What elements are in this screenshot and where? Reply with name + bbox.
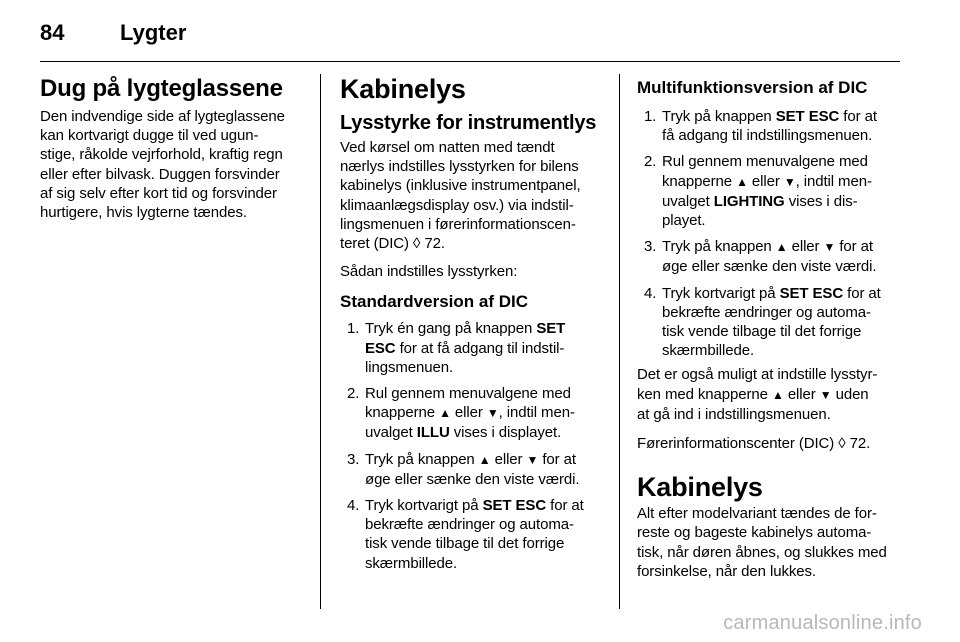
text: eller <box>490 450 527 468</box>
step-number: 2. <box>347 385 360 403</box>
text-line: Alt efter modelvariant tændes de for- <box>637 505 877 523</box>
up-arrow-icon: ▲ <box>478 452 491 467</box>
interior-lights-paragraph <box>637 504 905 581</box>
step-number: 1. <box>347 320 360 338</box>
text: få adgang til indstillingsmenuen. <box>662 127 873 145</box>
text: tisk vende tilbage til det forrige <box>365 535 565 553</box>
step-number: 2. <box>644 153 657 171</box>
cross-reference: Førerinformationscenter (DIC) ◊ 72. <box>637 435 871 453</box>
list-item <box>637 107 905 145</box>
text: for at <box>835 238 873 256</box>
subheading-multi-dic: Multifunktionsversion af DIC <box>637 78 868 97</box>
text: Rul gennem menuvalgene med <box>365 385 571 403</box>
watermark: carmanualsonline.info <box>723 612 922 634</box>
text: eller <box>747 172 784 190</box>
up-arrow-icon: ▲ <box>736 174 748 189</box>
step-number: 3. <box>644 238 657 256</box>
button-label-text: SET ESC <box>482 497 547 515</box>
step-number: 1. <box>644 108 657 125</box>
text: for at <box>839 108 877 125</box>
page-number: 84 <box>40 20 65 45</box>
button-label-text: ESC <box>365 339 396 357</box>
list-item <box>637 237 905 276</box>
list-item <box>637 152 905 230</box>
intro-paragraph <box>340 138 605 253</box>
column-3 <box>637 70 905 581</box>
text: for at <box>538 450 576 468</box>
text-line: hurtigere, hvis lygterne tændes. <box>40 204 247 222</box>
step-number: 3. <box>347 450 360 468</box>
button-label-text: SET ESC <box>775 108 840 125</box>
down-arrow-icon: ▼ <box>819 387 832 402</box>
section-title: Lygter <box>120 20 187 45</box>
menu-item-text: ILLU <box>416 424 450 442</box>
text: eller <box>783 385 820 403</box>
text: at gå ind i indstillingsmenuen. <box>637 405 831 423</box>
text: uden <box>831 385 869 403</box>
text-line: kan kortvarigt dugge til ved ugun- <box>40 127 259 145</box>
text: , indtil men- <box>498 404 575 422</box>
fog-paragraph <box>40 107 308 222</box>
text: vises i displayet. <box>449 424 562 442</box>
column-1 <box>40 70 308 222</box>
text: playet. <box>662 212 706 230</box>
text: knapperne <box>662 172 737 190</box>
section-heading-fog: Dug på lygteglassene <box>40 75 283 102</box>
text-line: lingsmenuen i førerinformationscen- <box>340 215 576 233</box>
text: skærmbillede. <box>662 342 755 360</box>
note-paragraph <box>637 365 905 424</box>
howto-text: Sådan indstilles lysstyrken: <box>340 263 518 281</box>
text-line: af sig selv efter kort tid og forsvinder <box>40 184 277 202</box>
text-line: Ved kørsel om natten med tændt <box>340 139 555 156</box>
text: , indtil men- <box>795 172 872 190</box>
text: Tryk på knappen <box>662 108 776 125</box>
list-item <box>340 384 605 443</box>
column-divider-2 <box>619 74 620 609</box>
list-item <box>637 284 905 361</box>
text: øge eller sænke den viste værdi. <box>662 258 877 276</box>
text: Tryk kortvarigt på <box>662 284 780 302</box>
text: Tryk på knappen <box>662 238 776 256</box>
section-heading-interior-lights-2: Kabinelys <box>637 472 763 503</box>
text: for at <box>546 497 584 515</box>
standard-steps-list <box>340 319 605 572</box>
text: tisk vende tilbage til det forrige <box>662 323 862 341</box>
text: Tryk kortvarigt på <box>365 497 483 515</box>
multi-steps-list <box>637 107 905 360</box>
step-number: 4. <box>644 284 657 302</box>
list-item <box>340 319 605 377</box>
text: Tryk én gang på knappen <box>365 320 537 338</box>
down-arrow-icon: ▼ <box>783 174 796 189</box>
text: lingsmenuen. <box>365 358 454 376</box>
text-line: Den indvendige side af lygteglassene <box>40 108 285 125</box>
button-label-text: SET <box>536 320 566 338</box>
up-arrow-icon: ▲ <box>771 387 784 402</box>
step-number: 4. <box>347 497 360 515</box>
subheading-brightness: Lysstyrke for instrumentlys <box>340 112 597 134</box>
text-line: reste og bageste kabinelys automa- <box>637 524 872 542</box>
text-line: teret (DIC) ◊ 72. <box>340 235 445 253</box>
text-line: forsinkelse, når den lukkes. <box>637 562 816 580</box>
text: uvalget <box>365 424 417 442</box>
menu-item-text: LIGHTING <box>713 192 785 210</box>
text: eller <box>450 404 487 422</box>
text-line: eller efter bilvask. Duggen forsvinder <box>40 165 280 183</box>
text-line: stige, råkolde vejrforhold, kraftig regn <box>40 146 283 164</box>
text: Rul gennem menuvalgene med <box>662 153 868 171</box>
text: bekræfte ændringer og automa- <box>662 303 871 321</box>
button-label-text: SET ESC <box>779 284 844 302</box>
header-divider <box>40 61 900 62</box>
text: bekræfte ændringer og automa- <box>365 516 574 534</box>
text: Tryk på knappen <box>365 450 479 468</box>
column-divider-1 <box>320 74 321 609</box>
text: vises i dis- <box>784 192 858 210</box>
text: skærmbillede. <box>365 554 458 572</box>
down-arrow-icon: ▼ <box>823 240 836 255</box>
text-line: kabinelys (inklusive instrumentpanel, <box>340 177 581 195</box>
down-arrow-icon: ▼ <box>526 452 539 467</box>
up-arrow-icon: ▲ <box>775 240 788 255</box>
list-item <box>340 496 605 573</box>
up-arrow-icon: ▲ <box>439 406 451 421</box>
text-line: tisk, når døren åbnes, og slukkes med <box>637 543 887 561</box>
down-arrow-icon: ▼ <box>486 406 499 421</box>
text: eller <box>787 238 824 256</box>
text: uvalget <box>662 192 714 210</box>
text: Det er også muligt at indstille lysstyr- <box>637 366 878 384</box>
subheading-standard-dic: Standardversion af DIC <box>340 292 528 312</box>
text: ken med knapperne <box>637 385 772 403</box>
text: øge eller sænke den viste værdi. <box>365 470 580 488</box>
section-heading-interior-lights: Kabinelys <box>340 74 466 104</box>
text: for at <box>843 284 881 302</box>
text-line: klimaanlægsdisplay osv.) via indstil- <box>340 196 574 214</box>
column-2 <box>340 70 605 573</box>
text: knapperne <box>365 404 440 422</box>
text-line: nærlys indstilles lysstyrken for bilens <box>340 158 579 176</box>
list-item <box>340 450 605 489</box>
text: for at få adgang til indstil- <box>395 339 565 357</box>
